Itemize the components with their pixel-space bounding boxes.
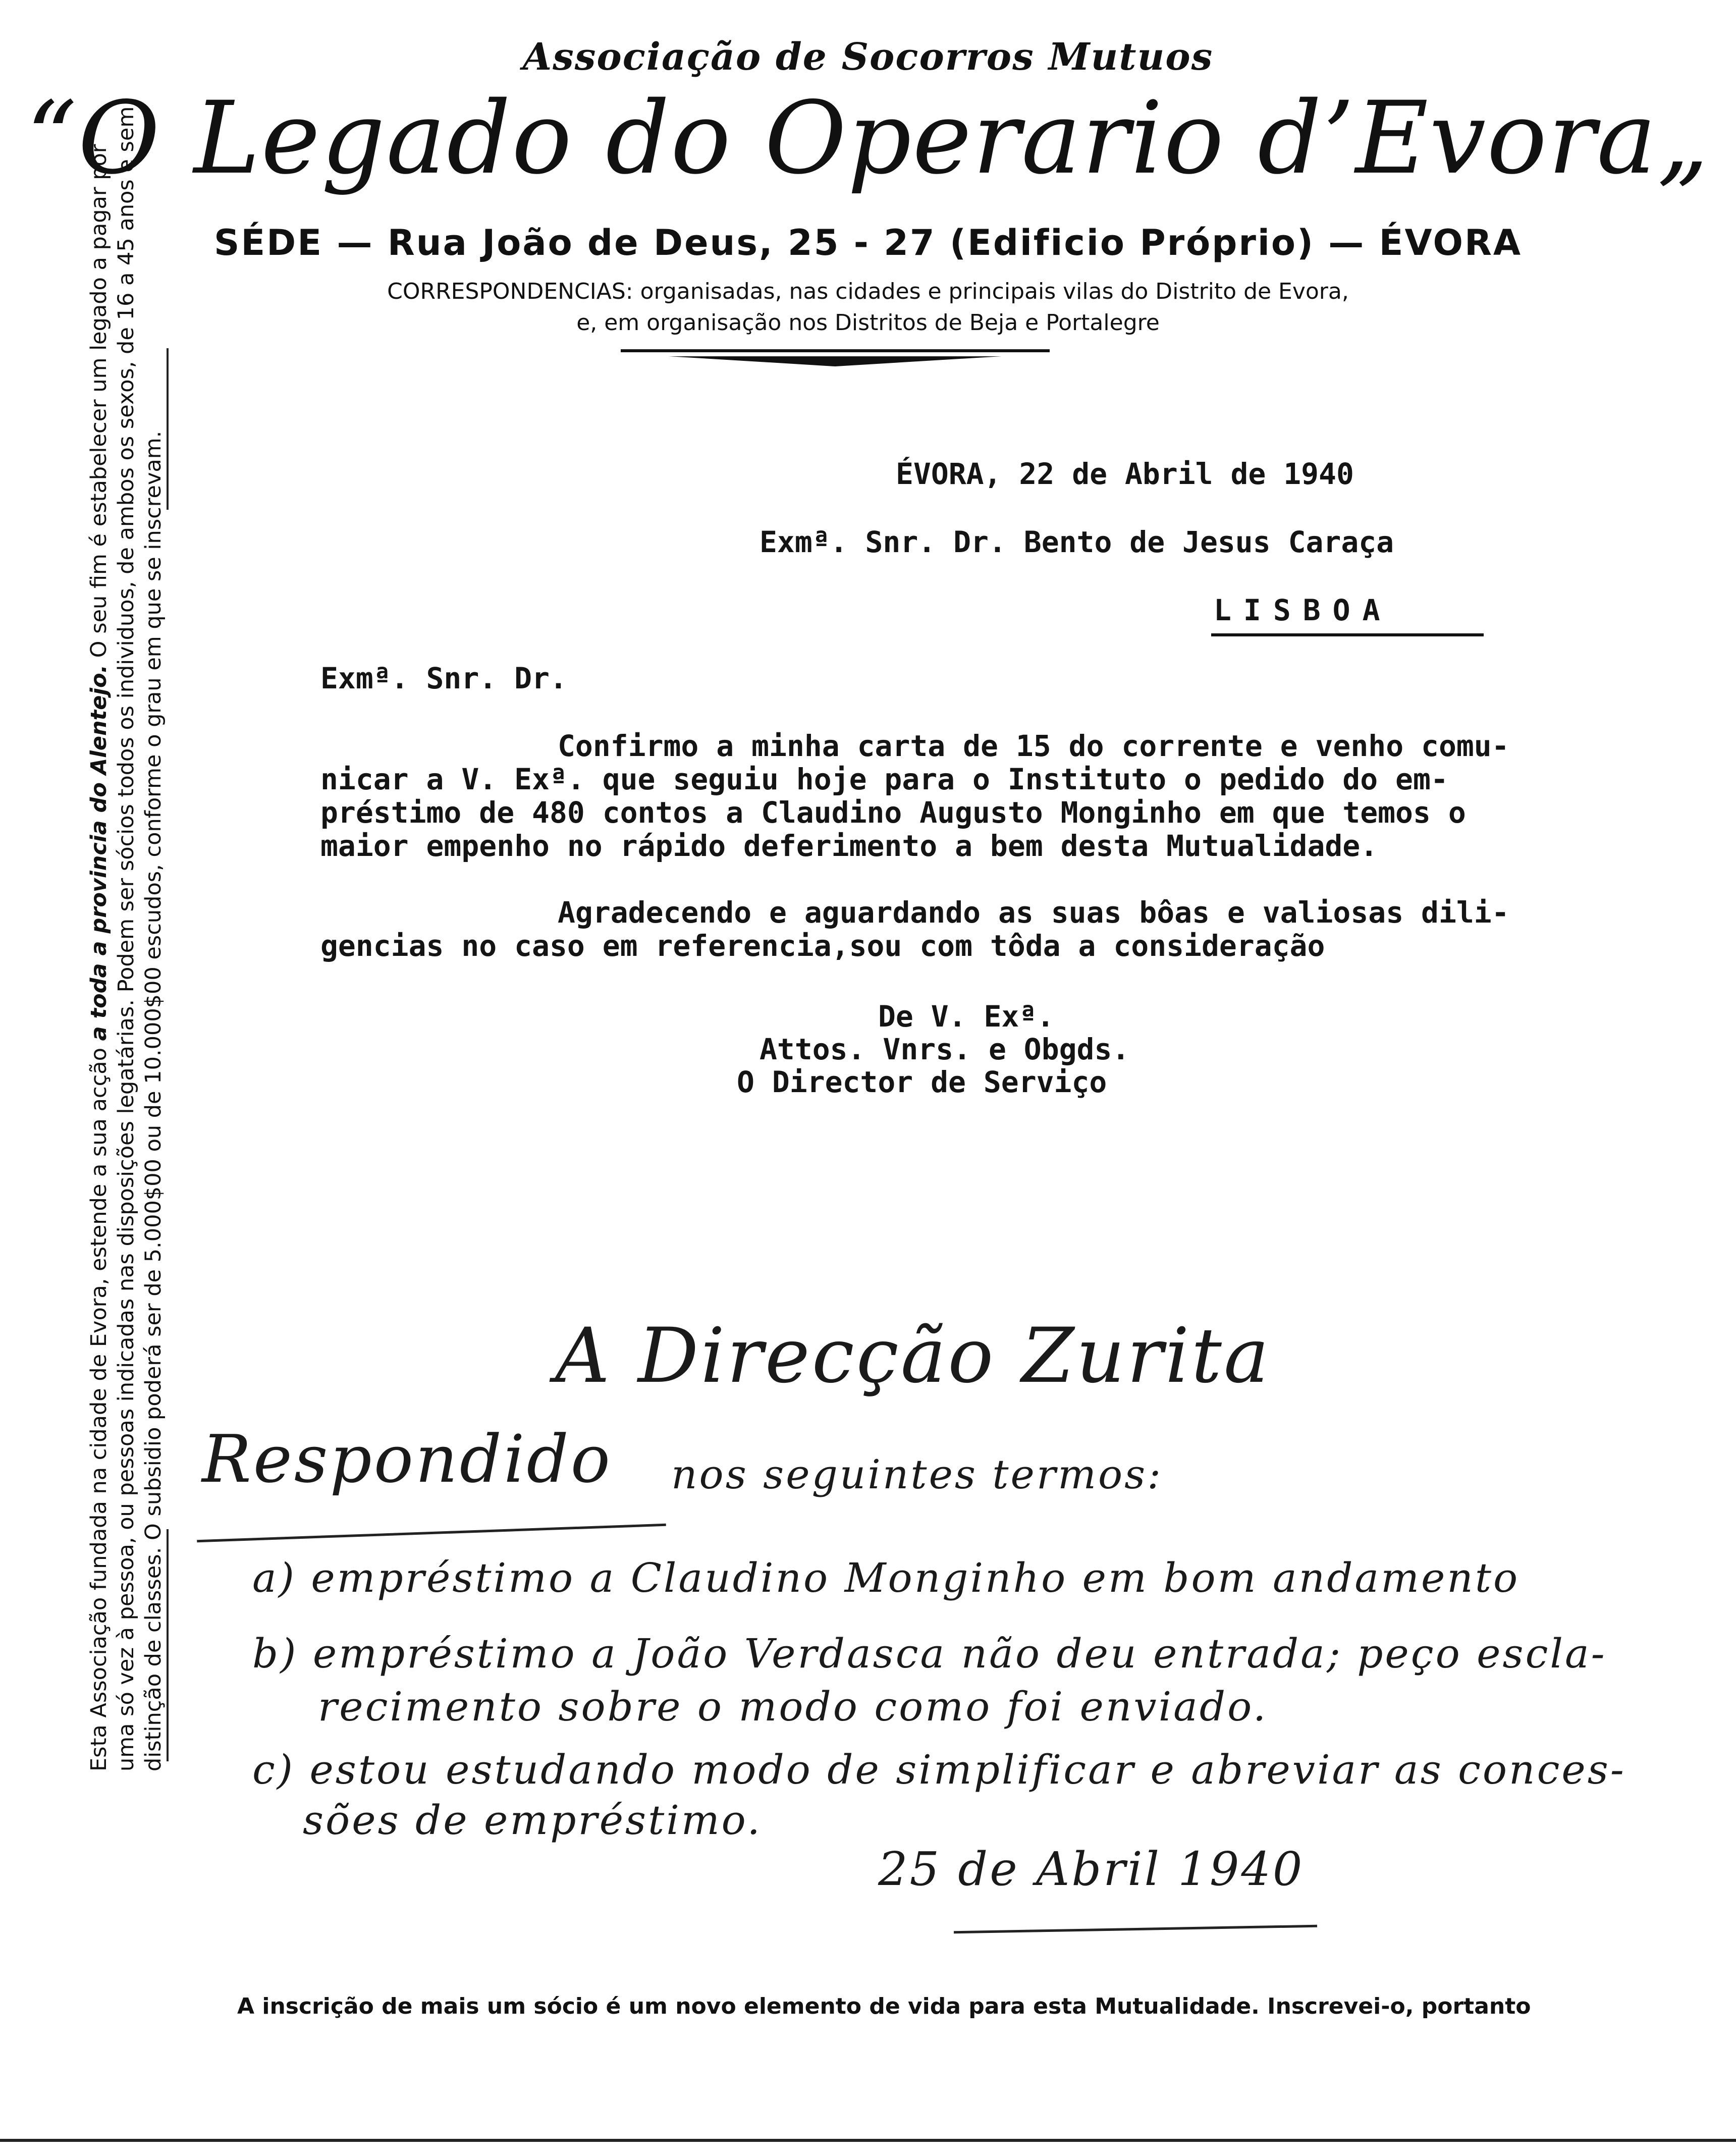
- handwritten-date: 25 de Abril 1940: [878, 1842, 1305, 1896]
- sidebar-line-1: [86, 144, 113, 1771]
- handwritten-item-c-line-2: sões de empréstimo.: [303, 1797, 762, 1844]
- correspondence-line-1: CORRESPONDENCIAS: organisadas, nas cidades e principais vilas do Distrito de Evora,: [387, 279, 1349, 304]
- letter-paragraph-2: [320, 896, 1633, 962]
- paragraph-2-line-2: gencias no caso em referencia,sou com tôda a consideração: [320, 929, 1325, 963]
- letter-salutation: Exmª. Snr. Dr.: [320, 661, 567, 695]
- paragraph-2-line-1: [320, 896, 1633, 929]
- handwritten-item-b-line-2: recimento sobre o modo como foi enviado.: [318, 1683, 1268, 1730]
- sidebar-line-1-end: O seu fim é estabelecer um legado a pagar por: [86, 144, 112, 665]
- paragraph-1-line-1-text: Confirmo a minha carta de 15 do corrente e venho comu-: [558, 729, 1509, 763]
- ornament-divider: [621, 348, 1050, 368]
- letter-recipient: Exmª. Snr. Dr. Bento de Jesus Caraça: [760, 525, 1394, 559]
- handwritten-item-a: a) empréstimo a Claudino Monginho em bom andamento: [252, 1554, 1520, 1601]
- paragraph-1-line-4: maior empenho no rápido deferimento a bem desta Mutualidade.: [320, 829, 1378, 863]
- handwritten-signature: A Direcção Zurita: [555, 1312, 1271, 1400]
- footer-slogan: A inscrição de mais um sócio é um novo elemento de vida para esta Mutualidade. Inscrevei-o, portanto: [237, 1993, 1531, 2019]
- city-underline: [1211, 633, 1484, 636]
- handwritten-item-b-line-1: b) empréstimo a João Verdasca não deu entrada; peço escla-: [252, 1630, 1607, 1677]
- letter-city: LISBOA: [1214, 593, 1392, 627]
- handwritten-item-c-line-1: c) estou estudando modo de simplificar e abreviar as conces-: [252, 1746, 1626, 1793]
- closing-line-3: O Director de Serviço: [737, 1065, 1107, 1099]
- seat-address: SÉDE — Rua João de Deus, 25 - 27 (Edificio Próprio) — ÉVORA: [213, 222, 1523, 263]
- bottom-edge-line: [0, 2139, 1736, 2142]
- handwritten-responded: Respondido: [202, 1421, 613, 1497]
- paragraph-1-line-2: nicar a V. Exª. que seguiu hoje para o Instituto o pedido do em-: [320, 762, 1448, 796]
- paragraph-2-line-1-text: Agradecendo e aguardando as suas bôas e valiosas dili-: [558, 895, 1509, 930]
- association-name: “O Legado do Operario d’Evora„: [26, 80, 1710, 196]
- closing-line-1: De V. Exª.: [878, 999, 1055, 1034]
- sidebar-statutes: [86, 106, 202, 1771]
- handwritten-rule: [954, 1925, 1317, 1934]
- letter-paragraph-1: [320, 729, 1633, 863]
- closing-line-2: Attos. Vnrs. e Obgds.: [760, 1032, 1130, 1066]
- paragraph-1-line-1: [320, 729, 1633, 763]
- sidebar-line-1-emphasis: a toda a provincia do Alentejo.: [86, 664, 112, 1041]
- letter-dateline: ÉVORA, 22 de Abril de 1940: [896, 457, 1354, 491]
- paragraph-1-line-3: préstimo de 480 contos a Claudino Augusto Monginho em que temos o: [320, 795, 1466, 830]
- sidebar-line-1-start: Esta Associação fundada na cidade de Evora, estende a sua acção: [86, 1041, 112, 1771]
- sidebar-line-2: uma só vez à pessoa, ou pessoas indicadas nas disposições legatárias. Podem ser sócios todos os individuos, de ambos os sexos, de 16 a 45 anos e sem: [113, 106, 139, 1771]
- handwritten-intro: nos seguintes termos:: [671, 1451, 1163, 1498]
- correspondence-line-2: e, em organisação nos Distritos de Beja e Portalegre: [576, 310, 1160, 336]
- association-title: Associação de Socorros Mutuos: [522, 35, 1214, 79]
- handwritten-underline: [197, 1524, 666, 1542]
- sidebar-line-3: distinção de classes. O subsidio poderá ser de 5.000$00 ou de 10.000$00 escudos, conforme o grau em que se inscrevam.: [140, 430, 166, 1771]
